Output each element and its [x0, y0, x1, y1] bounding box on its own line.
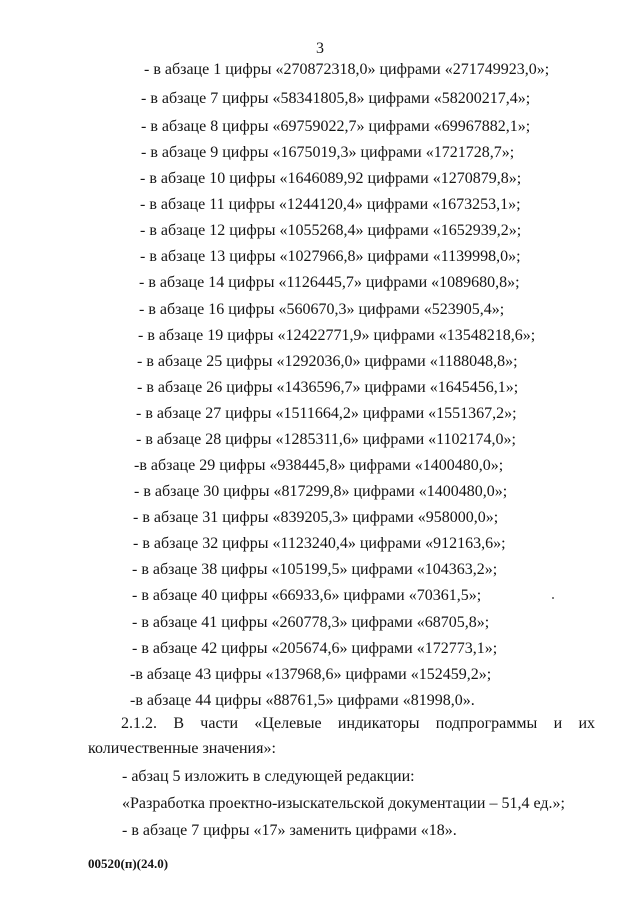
amendment-line: - в абзаце 8 цифры «69759022,7» цифрами «69967882,1»; [141, 118, 531, 135]
amendment-line: - в абзаце 12 цифры «1055268,4» цифрами «1652939,2»; [140, 222, 522, 239]
amendment-line: - в абзаце 31 цифры «839205,3» цифрами «958000,0»; [133, 509, 499, 526]
amendment-line: - в абзаце 30 цифры «817299,8» цифрами «1400480,0»; [134, 483, 508, 500]
amendment-line: - в абзаце 1 цифры «270872318,0» цифрами «271749923,0»; [144, 61, 550, 78]
paragraph-abzac-5: - абзац 5 изложить в следующей редакции: [122, 768, 415, 785]
amendment-line: - в абзаце 32 цифры «1123240,4» цифрами «912163,6»; [133, 535, 506, 552]
amendment-line: - в абзаце 19 цифры «12422771,9» цифрами «13548218,6»; [138, 327, 536, 344]
section-heading-continuation: количественные значения»: [88, 740, 276, 757]
amendment-line: - в абзаце 28 цифры «1285311,6» цифрами «1102174,0»; [136, 431, 516, 448]
section-word: части [200, 715, 239, 732]
amendment-line: - в абзаце 41 цифры «260778,3» цифрами «68705,8»; [132, 614, 490, 631]
section-word: индикаторы [337, 715, 420, 732]
amendment-line: - в абзаце 10 цифры «1646089,92 цифрами «1270879,8»; [140, 170, 522, 187]
amendment-line: - в абзаце 14 цифры «1126445,7» цифрами «1089680,8»; [139, 274, 520, 291]
paragraph-abzac-7: - в абзаце 7 цифры «17» заменить цифрами «18». [122, 822, 457, 839]
section-word: и [553, 715, 563, 732]
amendment-line: - в абзаце 27 цифры «1511664,2» цифрами «1551367,2»; [136, 405, 517, 422]
amendment-line: -в абзаце 29 цифры «938445,8» цифрами «1400480,0»; [134, 457, 504, 474]
section-word: их [578, 715, 595, 732]
amendment-line: - в абзаце 7 цифры «58341805,8» цифрами «58200217,4»; [141, 90, 531, 107]
amendment-line: - в абзаце 26 цифры «1436596,7» цифрами «1645456,1»; [137, 379, 519, 396]
amendment-line: - в абзаце 11 цифры «1244120,4» цифрами «1673253,1»; [140, 196, 521, 213]
section-word: «Целевые [254, 715, 322, 732]
amendment-line: - в абзаце 42 цифры «205674,6» цифрами «172773,1»; [132, 640, 498, 657]
amendment-line: - в абзаце 16 цифры «560670,3» цифрами «523905,4»; [139, 301, 505, 318]
scan-speck [552, 597, 554, 599]
page-number: 3 [316, 40, 324, 57]
amendment-line: - в абзаце 40 цифры «66933,6» цифрами «70361,5»; [132, 587, 482, 604]
amendment-line: - в абзаце 38 цифры «105199,5» цифрами «104363,2»; [132, 561, 498, 578]
amendment-line: - в абзаце 25 цифры «1292036,0» цифрами «1188048,8»; [137, 353, 518, 370]
section-word: подпрограммы [435, 715, 538, 732]
document-code: 00520(п)(24.0) [88, 856, 169, 871]
amendment-line: - в абзаце 9 цифры «1675019,3» цифрами «1721728,7»; [141, 144, 515, 161]
section-word: 2.1.2. [121, 715, 157, 732]
amendment-line: -в абзаце 44 цифры «88761,5» цифрами «81998,0». [130, 692, 475, 709]
paragraph-quote: «Разработка проектно-изыскательской документации – 51,4 ед.»; [122, 795, 565, 812]
amendment-line: -в абзаце 43 цифры «137968,6» цифрами «152459,2»; [130, 666, 492, 683]
section-heading [121, 714, 595, 734]
section-word: В [173, 715, 184, 732]
amendment-line: - в абзаце 13 цифры «1027966,8» цифрами «1139998,0»; [140, 248, 521, 265]
